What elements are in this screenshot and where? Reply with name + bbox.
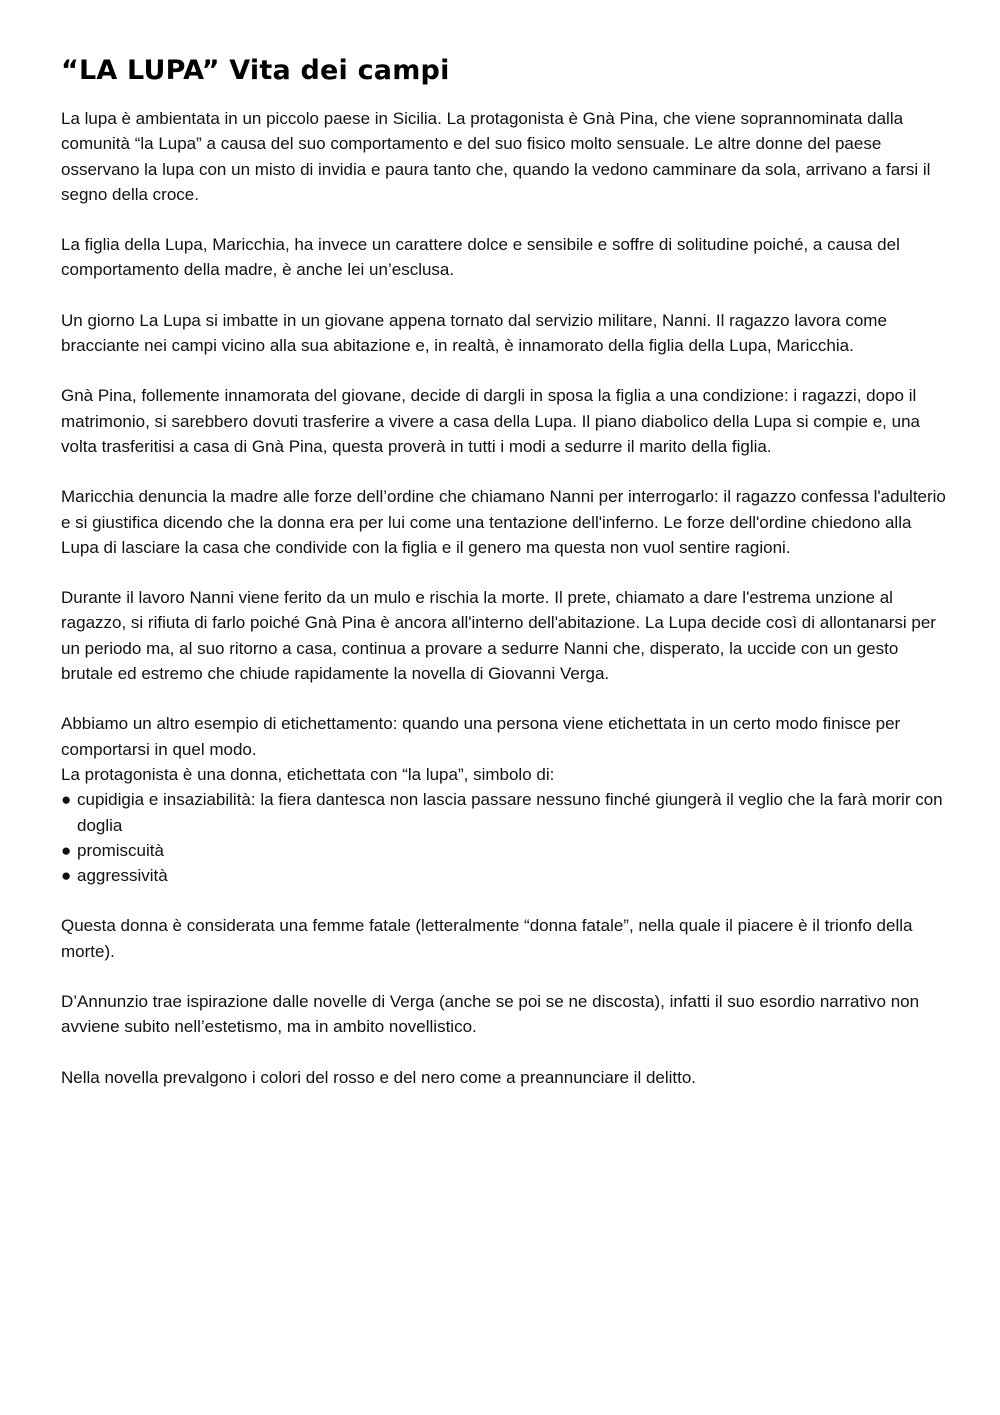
bullet-icon: ● — [61, 840, 72, 860]
list-item — [61, 838, 946, 863]
bullet-icon: ● — [61, 790, 72, 810]
document-page — [61, 52, 946, 1115]
paragraph-denunciation: Maricchia denuncia la madre alle forze dell’ordine che chiamano Nanni per interrogarlo: il ragazzo confessa l'adulterio e si giustifica dicendo che la donna era per lui come una tentazione dell'inferno. Le forze dell'ordine chiedono alla Lupa di lasciare la casa che condivide con la figlia e il genero ma questa non vuol sentire ragioni. — [61, 487, 946, 557]
paragraph-labeling: Abbiamo un altro esempio di etichettamento: quando una persona viene etichettata in un certo modo finisce per comportarsi in quel modo. — [61, 714, 901, 759]
symbol-list — [61, 787, 946, 888]
paragraph-maricchia: La figlia della Lupa, Maricchia, ha invece un carattere dolce e sensibile e soffre di solitudine poiché, a causa del comportamento della madre, è anche lei un’esclusa. — [61, 235, 900, 280]
list-item-text: aggressività — [77, 866, 168, 886]
paragraph-colors: Nella novella prevalgono i colori del rosso e del nero come a preannunciare il delitto. — [61, 1067, 697, 1087]
list-item — [61, 787, 946, 838]
paragraph-setting: La lupa è ambientata in un piccolo paese in Sicilia. La protagonista è Gnà Pina, che viene soprannominata dalla comunità “la Lupa” a causa del suo comportamento e del suo fisico molto sensuale. Le altre donne del paese osservano la lupa con un misto di invidia e paura tanto che, quando la vedono camminare da sola, arrivano a farsi il segno della croce. — [61, 109, 931, 204]
paragraph-symbol-intro: La protagonista è una donna, etichettata con “la lupa”, simbolo di: — [61, 764, 555, 784]
paragraph-femme-fatale: Questa donna è considerata una femme fatale (letteralmente “donna fatale”, nella quale il piacere è il trionfo della morte). — [61, 916, 913, 961]
list-item — [61, 863, 946, 888]
document-title: “LA LUPA” Vita dei campi — [61, 55, 450, 86]
paragraph-marriage: Gnà Pina, follemente innamorata del giovane, decide di dargli in sposa la figlia a una condizione: i ragazzi, dopo il matrimonio, si sarebbero dovuti trasferire a vivere a casa della Lupa. Il piano diabolico della Lupa si compie e, una volta trasferitisi a casa di Gnà Pina, questa proverà in tutti i modi a sedurre il marito della figlia. — [61, 386, 920, 456]
paragraph-dannunzio: D’Annunzio trae ispirazione dalle novelle di Verga (anche se poi se ne discosta), infatti il suo esordio narrativo non avviene subito nell’estetismo, ma in ambito novellistico. — [61, 992, 920, 1037]
paragraph-nanni: Un giorno La Lupa si imbatte in un giovane appena tornato dal servizio militare, Nanni. Il ragazzo lavora come bracciante nei campi vicino alla sua abitazione e, in realtà, è innamorato della figlia della Lupa, Maricchia. — [61, 310, 887, 356]
list-item-text: cupidigia e insaziabilità: la fiera dantesca non lascia passare nessuno finché giungerà il veglio che la farà morir con doglia — [77, 790, 943, 835]
paragraph-ending: Durante il lavoro Nanni viene ferito da un mulo e rischia la morte. Il prete, chiamato a dare l'estrema unzione al ragazzo, si rifiuta di farlo poiché Gnà Pina è ancora all'interno dell'abitazione. La Lupa decide così di allontanarsi per un periodo ma, al suo ritorno a casa, continua a provare a sedurre Nanni che, disperato, la uccide con un gesto brutale ed estremo che chiude rapidamente la novella di Giovanni Verga. — [61, 588, 936, 684]
bullet-icon: ● — [61, 866, 72, 886]
list-item-text: promiscuità — [77, 840, 164, 860]
